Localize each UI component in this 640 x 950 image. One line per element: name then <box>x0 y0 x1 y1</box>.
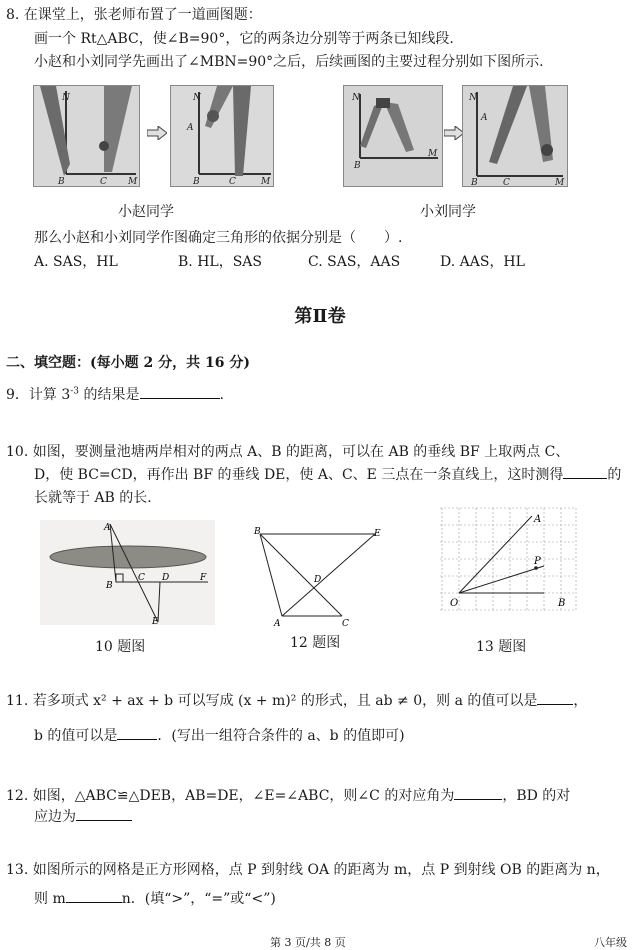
q9-exponent: -3 <box>70 386 80 397</box>
caption-fig12: 12 题图 <box>290 635 341 651</box>
q11-line1 <box>6 690 587 710</box>
q10-line1: 10. 如图，要测量池塘两岸相对的两点 A、B 的距离，可以在 AB 的垂线 BF 上取两点 C、 <box>6 444 570 460</box>
svg-text:A: A <box>534 514 542 525</box>
svg-text:C: C <box>138 573 145 583</box>
svg-text:C: C <box>503 178 510 186</box>
svg-text:B: B <box>106 581 113 591</box>
svg-text:N: N <box>469 93 477 103</box>
figure-12 <box>250 526 390 626</box>
svg-text:A: A <box>274 619 281 626</box>
q9-prefix: 9．计算 3 <box>6 387 71 403</box>
svg-text:B: B <box>193 177 200 186</box>
caption-zhao: 小赵同学 <box>118 204 174 220</box>
svg-text:C: C <box>342 619 349 626</box>
figure-10 <box>40 520 215 625</box>
svg-text:O: O <box>450 598 459 609</box>
q9 <box>6 384 224 404</box>
svg-text:D: D <box>162 573 170 583</box>
q10-answer-blank[interactable] <box>563 464 607 479</box>
footer-grade: 八年级 <box>594 936 627 949</box>
q11-line2-text: b 的值可以是 <box>34 728 118 744</box>
caption-fig13: 13 题图 <box>476 639 527 655</box>
q8-question: 那么小赵和小刘同学作图确定三角形的依据分别是（ ）. <box>34 230 403 246</box>
q12-angle-blank[interactable] <box>454 785 502 800</box>
svg-text:C: C <box>229 177 236 186</box>
q11-a-blank[interactable] <box>537 690 573 705</box>
liu-photo-2 <box>462 85 568 187</box>
svg-text:B: B <box>558 598 566 609</box>
q11-line2-end: ．(写出一组符合条件的 a、b 的值即可) <box>157 728 405 744</box>
liu-photo-1 <box>343 85 443 187</box>
svg-text:B: B <box>354 161 361 171</box>
zhao-photo-1 <box>33 85 140 187</box>
q8-line3: 小赵和小刘同学先画出了∠MBN=90°之后，后续画图的主要过程分别如下图所示. <box>34 54 544 70</box>
zhao-photo-2 <box>170 85 274 187</box>
figure-13 <box>440 506 580 624</box>
q9-answer-blank[interactable] <box>140 384 220 399</box>
q8-option-b: B. HL，SAS <box>178 254 262 270</box>
q10-line2-end: 的 <box>607 467 622 483</box>
svg-text:M: M <box>555 178 565 186</box>
q12-line1-text: 12. 如图，△ABC≌△DEB，AB=DE，∠E=∠ABC，则∠C 的对应角为 <box>6 788 455 804</box>
q12-line1-end: ，BD 的对 <box>502 788 571 804</box>
section-title: 第Ⅱ卷 <box>294 306 346 327</box>
svg-text:E: E <box>152 617 159 625</box>
q12-line1 <box>6 785 570 805</box>
svg-text:N: N <box>193 93 201 103</box>
svg-text:C: C <box>100 177 107 186</box>
q10-line2 <box>34 464 621 484</box>
svg-text:F: F <box>200 573 207 583</box>
svg-text:M: M <box>261 177 271 186</box>
svg-text:A: A <box>187 123 194 133</box>
q8-option-c: C. SAS，AAS <box>308 254 401 270</box>
q13-line1: 13. 如图所示的网格是正方形网格，点 P 到射线 OA 的距离为 m，点 P 到射线 OB 的距离为 n， <box>6 862 610 878</box>
q12-side-blank[interactable] <box>76 806 132 821</box>
q11-line2 <box>34 725 405 745</box>
svg-text:N: N <box>62 93 70 103</box>
svg-text:D: D <box>314 575 322 585</box>
q13-answer-blank[interactable] <box>66 888 122 903</box>
q11-line1-end: ， <box>573 693 588 709</box>
caption-liu: 小刘同学 <box>420 204 476 220</box>
arrow-right-icon <box>444 126 464 144</box>
svg-text:B: B <box>58 177 65 186</box>
svg-text:N: N <box>352 93 360 103</box>
svg-text:E: E <box>374 529 381 539</box>
svg-text:B: B <box>471 178 478 186</box>
svg-text:M: M <box>428 149 438 159</box>
q10-line2-text: D，使 BC=CD，再作出 BF 的垂线 DE，使 A、C、E 三点在一条直线上，这时测得 <box>34 467 564 483</box>
svg-text:B: B <box>254 527 261 537</box>
q13-line2 <box>34 888 276 908</box>
q11-b-blank[interactable] <box>117 725 157 740</box>
q13-line2-end: n．(填“>”，“=”或“<”) <box>121 891 276 907</box>
svg-text:A: A <box>481 113 488 123</box>
q9-end: . <box>219 387 224 403</box>
q8-line2: 画一个 Rt△ABC，使∠B=90°，它的两条边分别等于两条已知线段. <box>34 31 454 47</box>
q12-line2 <box>34 806 132 826</box>
footer-page: 第 3 页/共 8 页 <box>270 936 346 949</box>
q10-line3: 长就等于 AB 的长. <box>34 490 152 506</box>
q8-line1: 8. 在课堂上，张老师布置了一道画图题： <box>6 7 262 23</box>
q12-line2-text: 应边为 <box>34 809 76 825</box>
q13-line2-text: 则 m <box>34 891 66 907</box>
q8-option-d: D. AAS，HL <box>440 254 525 270</box>
q11-line1-text: 11. 若多项式 x² + ax + b 可以写成 (x + m)² 的形式，且 ab ≠ 0，则 a 的值可以是 <box>6 693 538 709</box>
svg-text:P: P <box>534 556 541 567</box>
svg-text:A: A <box>104 523 111 533</box>
q8-option-a: A. SAS，HL <box>34 254 118 270</box>
svg-text:M: M <box>128 177 138 186</box>
caption-fig10: 10 题图 <box>95 639 146 655</box>
arrow-right-icon <box>147 126 167 144</box>
q9-suffix: 的结果是 <box>79 387 140 403</box>
part2-title: 二、填空题：(每小题 2 分，共 16 分) <box>6 355 250 371</box>
